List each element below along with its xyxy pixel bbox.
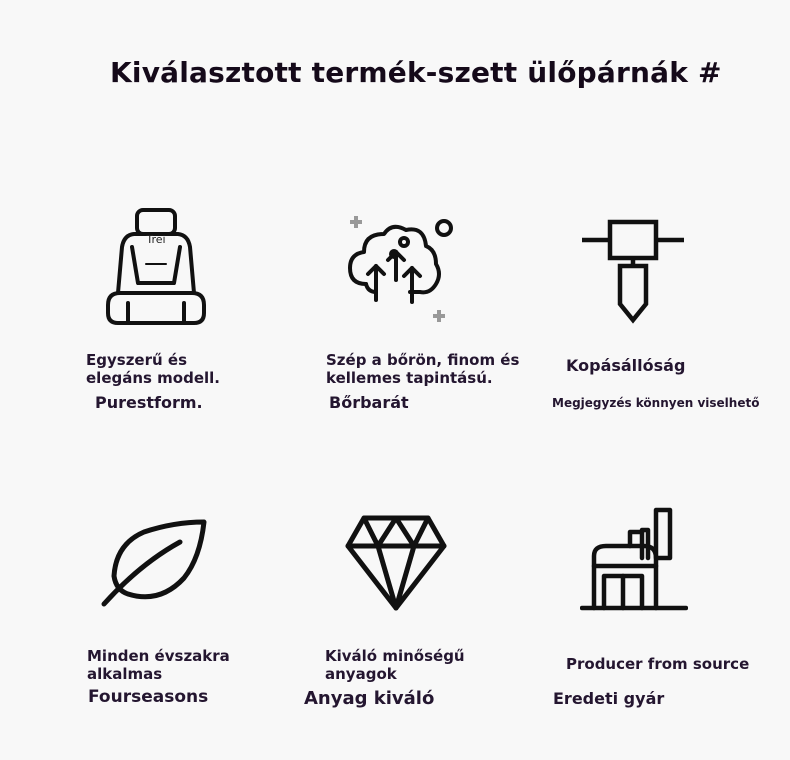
feature-description: Minden évszakra alkalmas (87, 647, 230, 683)
feature-description: Kiváló minőségű anyagok (325, 647, 465, 683)
leaf-icon (100, 518, 210, 610)
trees-arrows-icon (340, 208, 460, 326)
diamond-icon (344, 514, 448, 612)
feature-label: Eredeti gyár (553, 689, 665, 708)
feature-description: Szép a bőrön, finom és kellemes tapintású. (326, 351, 520, 387)
feature-label: Bőrbarát (329, 393, 409, 412)
feature-description: Producer from source (566, 655, 750, 673)
feature-description: Egyszerű és elegáns modell. (86, 351, 221, 387)
factory-icon (580, 506, 688, 612)
feature-description: Kopásállóság (566, 356, 686, 375)
feature-label: Fourseasons (88, 687, 209, 707)
feature-label: Purestform. (95, 393, 203, 412)
seat-label-text: Trei (146, 233, 166, 246)
wear-test-icon (580, 216, 686, 328)
feature-label: Megjegyzés könnyen viselhető (552, 396, 760, 410)
page-title: Kiválasztott termék-szett ülőpárnák # (110, 56, 722, 89)
car-seat-icon (104, 207, 208, 327)
feature-label: Anyag kiváló (304, 688, 435, 709)
